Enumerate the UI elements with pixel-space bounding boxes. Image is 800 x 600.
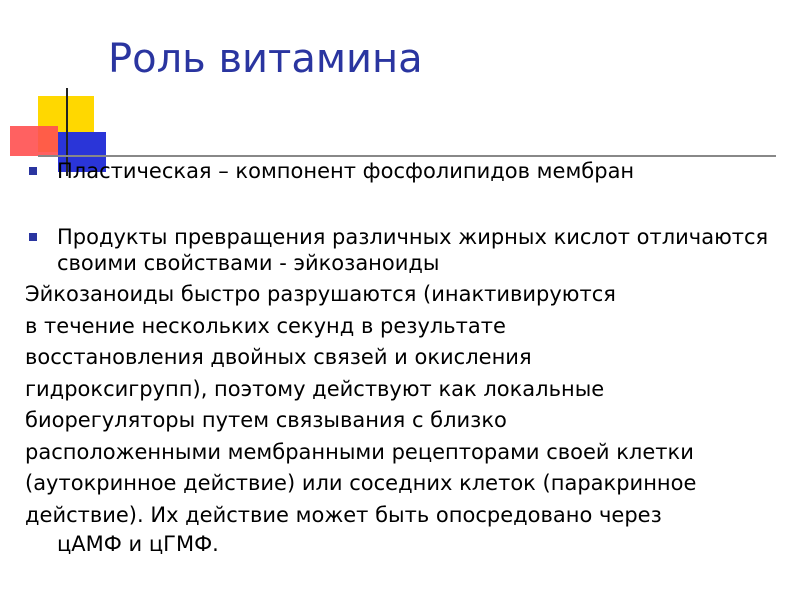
bullet-square-icon: [29, 167, 37, 175]
paragraph-line: (аутокринное действие) или соседних клеток (паракринное: [25, 471, 697, 495]
slide-title: Роль витамина: [108, 36, 423, 82]
paragraph-line: действие). Их действие может быть опосредовано через: [25, 502, 662, 527]
bullet-text: Продукты превращения различных жирных кислот отличаются своими свойствами - эйкозаноиды: [57, 225, 769, 275]
decor-red-square: [10, 126, 58, 156]
bullet-item: [25, 224, 785, 276]
bullet-text: Пластическая – компонент фосфолипидов мембран: [57, 159, 635, 183]
paragraph-line: расположенными мембранными рецепторами своей клетки: [25, 439, 694, 464]
bullet-item: [25, 158, 785, 184]
paragraph: [25, 279, 785, 557]
paragraph-line: цАМФ и цГМФ.: [57, 532, 219, 556]
paragraph-line: гидроксигрупп), поэтому действуют как локальные: [25, 376, 605, 401]
slide-body: [25, 156, 785, 557]
paragraph-line: восстановления двойных связей и окисления: [25, 345, 532, 369]
paragraph-line: Эйкозаноиды быстро разрушаются (инактивируются: [25, 282, 616, 306]
bullet-square-icon: [29, 233, 37, 241]
paragraph-line: биорегуляторы путем связывания с близко: [25, 408, 507, 432]
paragraph-line: в течение нескольких секунд в результате: [25, 313, 506, 338]
